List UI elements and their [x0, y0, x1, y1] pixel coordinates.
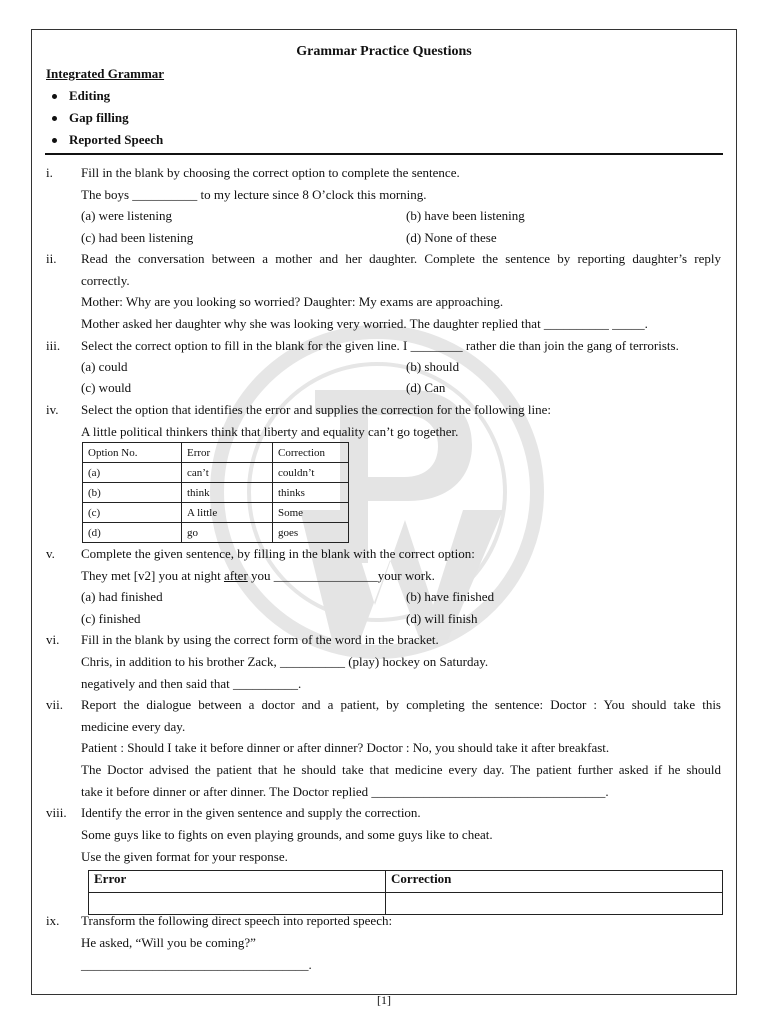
- question-dialogue: Mother: Why are you looking so worried? Daughter: My exams are approaching.: [81, 294, 504, 309]
- table-header-cell: Error: [89, 871, 386, 893]
- question-number: i.: [46, 165, 53, 180]
- table-cell: thinks: [273, 483, 349, 503]
- table-cell: think: [182, 483, 273, 503]
- table-row: [83, 483, 349, 503]
- question-number: ii.: [46, 251, 57, 266]
- question-sentence: Some guys like to fights on even playing grounds, and some guys like to cheat.: [81, 827, 493, 842]
- question-sentence: A little political thinkers think that liberty and equality can’t go together.: [81, 424, 459, 439]
- question-sentence: Chris, in addition to his brother Zack, __________ (play) hockey on Saturday.: [81, 654, 489, 669]
- divider: [45, 153, 723, 155]
- question-prompt: Report the dialogue between a doctor and a patient, by completing the sentence: Doctor : You should take this: [81, 697, 721, 712]
- bullet-icon: [52, 116, 57, 121]
- table-cell: (c): [83, 503, 182, 523]
- table-header-cell: Error: [182, 443, 273, 463]
- option-c: (c) finished: [81, 611, 141, 626]
- question-sentence: The Doctor advised the patient that he should take that medicine every day. The patient further asked if he should: [81, 762, 721, 777]
- answer-line: ___________________________________.: [81, 957, 312, 972]
- table-cell: (b): [83, 483, 182, 503]
- table-row: [89, 893, 723, 915]
- question-number: viii.: [46, 805, 67, 820]
- option-b: (b) should: [406, 359, 460, 374]
- table-cell: couldn’t: [273, 463, 349, 483]
- table-header-cell: Correction: [273, 443, 349, 463]
- question-sentence: He asked, “Will you be coming?”: [81, 935, 256, 950]
- bullet-icon: [52, 94, 57, 99]
- table-header-row: [89, 871, 723, 893]
- option-a: (a) were listening: [81, 208, 172, 223]
- question-prompt: Fill in the blank by choosing the correct option to complete the sentence.: [81, 165, 460, 180]
- question-number: v.: [46, 546, 55, 561]
- table-cell: (d): [83, 523, 182, 543]
- option-c: (c) would: [81, 380, 132, 395]
- table-cell: can’t: [182, 463, 273, 483]
- table-header-cell: Correction: [386, 871, 723, 893]
- options-table: [82, 442, 349, 543]
- table-row: [83, 463, 349, 483]
- table-header-cell: Option No.: [83, 443, 182, 463]
- option-a: (a) could: [81, 359, 128, 374]
- question-sentence: The boys __________ to my lecture since 8 O’clock this morning.: [81, 187, 427, 202]
- question-dialogue: Patient : Should I take it before dinner or after dinner? Doctor : No, you should take it after breakfast.: [81, 740, 610, 755]
- table-cell: goes: [273, 523, 349, 543]
- topic-item: Gap filling: [52, 110, 129, 126]
- page-title: Grammar Practice Questions: [296, 44, 472, 59]
- question-number: vii.: [46, 697, 63, 712]
- table-cell: A little: [182, 503, 273, 523]
- question-prompt: Select the correct option to fill in the blank for the given line. I ________ rather die than join the gang of terrorists.: [81, 338, 679, 353]
- table-row: [83, 503, 349, 523]
- table-row: [83, 523, 349, 543]
- table-header-row: [83, 443, 349, 463]
- question-sentence: They met [v2] you at night after you ________________your work.: [81, 568, 435, 583]
- question-prompt: Transform the following direct speech into reported speech:: [81, 913, 393, 928]
- option-d: (d) will finish: [406, 611, 478, 626]
- correction-answer-cell[interactable]: [386, 893, 723, 915]
- option-b: (b) have finished: [406, 589, 495, 604]
- page-number: [1]: [377, 993, 391, 1007]
- option-c: (c) had been listening: [81, 230, 194, 245]
- table-cell: go: [182, 523, 273, 543]
- question-prompt: Read the conversation between a mother and her daughter. Complete the sentence by reporting daughter’s reply: [81, 251, 721, 266]
- question-instruction: Use the given format for your response.: [81, 849, 288, 864]
- question-sentence: Mother asked her daughter why she was looking very worried. The daughter replied that __________ _____.: [81, 316, 648, 331]
- topic-item: Editing: [52, 88, 110, 104]
- question-prompt-cont: medicine every day.: [81, 719, 186, 734]
- question-prompt: Complete the given sentence, by filling in the blank with the correct option:: [81, 546, 475, 561]
- bullet-icon: [52, 138, 57, 143]
- response-table: [88, 870, 723, 915]
- question-number: iv.: [46, 402, 59, 417]
- option-d: (d) None of these: [406, 230, 497, 245]
- question-prompt: Fill in the blank by using the correct form of the word in the bracket.: [81, 632, 439, 647]
- section-heading: Integrated Grammar: [46, 66, 165, 81]
- question-sentence-cont: take it before dinner or after dinner. The Doctor replied ____________________________________.: [81, 784, 609, 799]
- error-answer-cell[interactable]: [89, 893, 386, 915]
- topic-item: Reported Speech: [52, 132, 163, 148]
- question-number: ix.: [46, 913, 60, 928]
- option-a: (a) had finished: [81, 589, 163, 604]
- question-prompt-cont: correctly.: [81, 273, 130, 288]
- option-b: (b) have been listening: [406, 208, 525, 223]
- question-prompt: Select the option that identifies the error and supplies the correction for the following line:: [81, 402, 552, 417]
- question-number: vi.: [46, 632, 60, 647]
- table-cell: (a): [83, 463, 182, 483]
- option-d: (d) Can: [406, 380, 446, 395]
- question-extra: negatively and then said that __________.: [81, 676, 302, 691]
- question-prompt: Identify the error in the given sentence and supply the correction.: [81, 805, 421, 820]
- table-cell: Some: [273, 503, 349, 523]
- question-number: iii.: [46, 338, 61, 353]
